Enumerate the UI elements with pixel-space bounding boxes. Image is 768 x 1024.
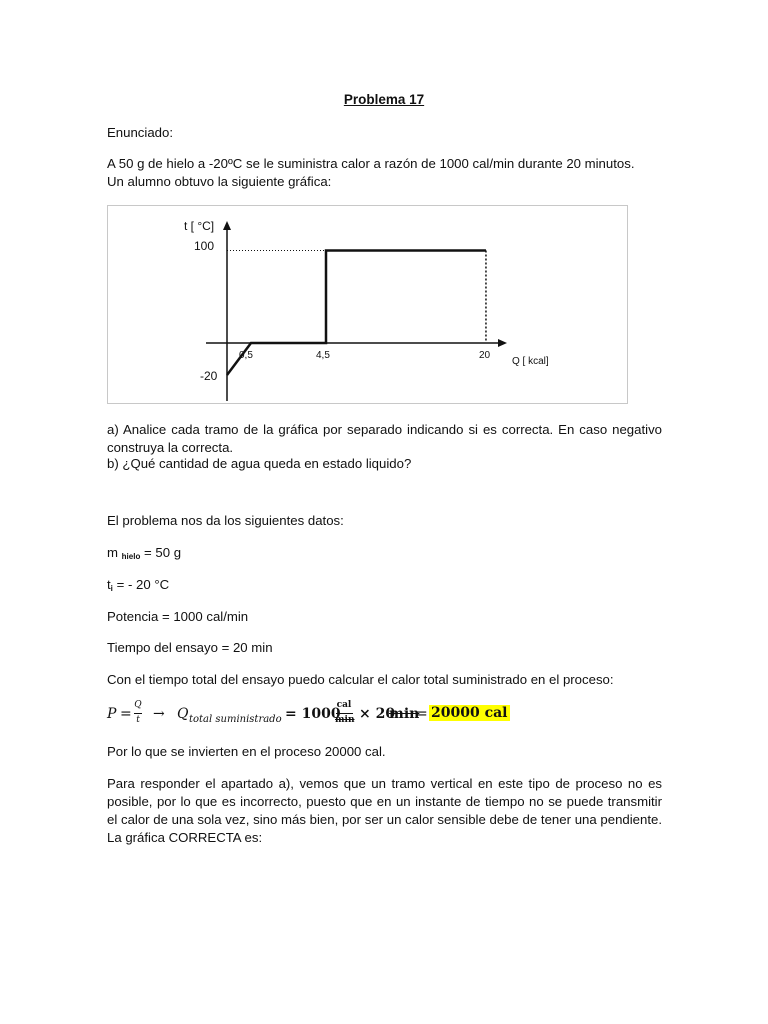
eq-q-numerator: Q	[134, 700, 142, 710]
mass-subscript: hielo	[121, 552, 141, 561]
statement-line-1: A 50 g de hielo a -20ºC se le suministra calor a razón de 1000 cal/min durante 20 minutos.	[107, 156, 635, 171]
series-line	[227, 251, 486, 376]
x-tick-label-0-5: 0,5	[239, 350, 253, 361]
y-tick-label-minus20: -20	[200, 369, 218, 383]
heat-equation	[107, 702, 667, 732]
problem-title: Problema 17	[343, 92, 425, 107]
mass-symbol: m	[107, 545, 118, 560]
x-tick-label-20: 20	[478, 350, 491, 361]
eq-equals-1: =	[120, 706, 132, 722]
student-graph-figure	[107, 205, 628, 404]
answer-paragraph: Para responder el apartado a), vemos que un tramo vertical en este tipo de proceso no es posible, por lo que es incorrecto, puesto que en un instante de tiempo no se puede transmitir el calor de una sola vez, sino más bien, por ser un calor sensible debe de tener una pendiente. La gráfica CORRECTA es:	[107, 776, 662, 845]
x-axis-arrow	[498, 339, 507, 347]
eq-result-highlight: 20000 cal	[431, 705, 508, 721]
tiempo-data: Tiempo del ensayo = 20 min	[107, 640, 273, 655]
eq-Q-subscript: total suministrado	[189, 714, 282, 725]
eq-cal-numerator: cal	[336, 700, 352, 710]
ti-symbol: t	[107, 577, 111, 592]
calc-intro: Con el tiempo total del ensayo puedo calcular el calor total suministrado en el proceso:	[107, 672, 614, 687]
ti-subscript: i	[110, 584, 113, 593]
eq-unit-bar	[336, 713, 353, 714]
data-intro: El problema nos da los siguientes datos:	[107, 513, 344, 528]
statement-line-2: Un alumno obtuvo la siguiente gráfica:	[107, 174, 332, 189]
eq-equals-1000: = 1000	[285, 706, 341, 722]
enunciado-label: Enunciado:	[107, 125, 173, 140]
y-axis-arrow	[223, 221, 231, 230]
potencia-data: Potencia = 1000 cal/min	[107, 609, 249, 624]
invest-sentence: Por lo que se invierten en el proceso 20000 cal.	[107, 744, 386, 759]
eq-arrow: →	[153, 706, 165, 722]
x-axis-label: Q [ kcal]	[512, 356, 549, 367]
eq-min-cancelled: min	[389, 706, 420, 722]
temperature-heat-chart	[108, 206, 627, 403]
eq-p: P	[107, 706, 117, 722]
question-a: a) Analice cada tramo de la gráfica por separado indicando si es correcta. En caso negativo construya la correcta.	[107, 422, 662, 455]
eq-equals-3: =	[416, 706, 428, 722]
eq-Q: Q	[177, 706, 189, 722]
mass-data	[107, 544, 662, 566]
x-tick-label-4-5: 4,5	[316, 350, 330, 361]
y-tick-label-100: 100	[194, 239, 215, 253]
question-b: b) ¿Qué cantidad de agua queda en estado liquido?	[107, 456, 412, 471]
ti-value: = - 20 °C	[116, 577, 170, 592]
mass-value: = 50 g	[144, 545, 182, 560]
eq-min-denominator: min	[335, 715, 355, 725]
eq-fraction-bar	[134, 713, 142, 714]
eq-t-denominator: t	[136, 715, 140, 725]
y-axis-label: t [ °C]	[184, 219, 215, 233]
initial-temp-data	[107, 576, 662, 598]
eq-times-20: × 20	[359, 706, 396, 722]
